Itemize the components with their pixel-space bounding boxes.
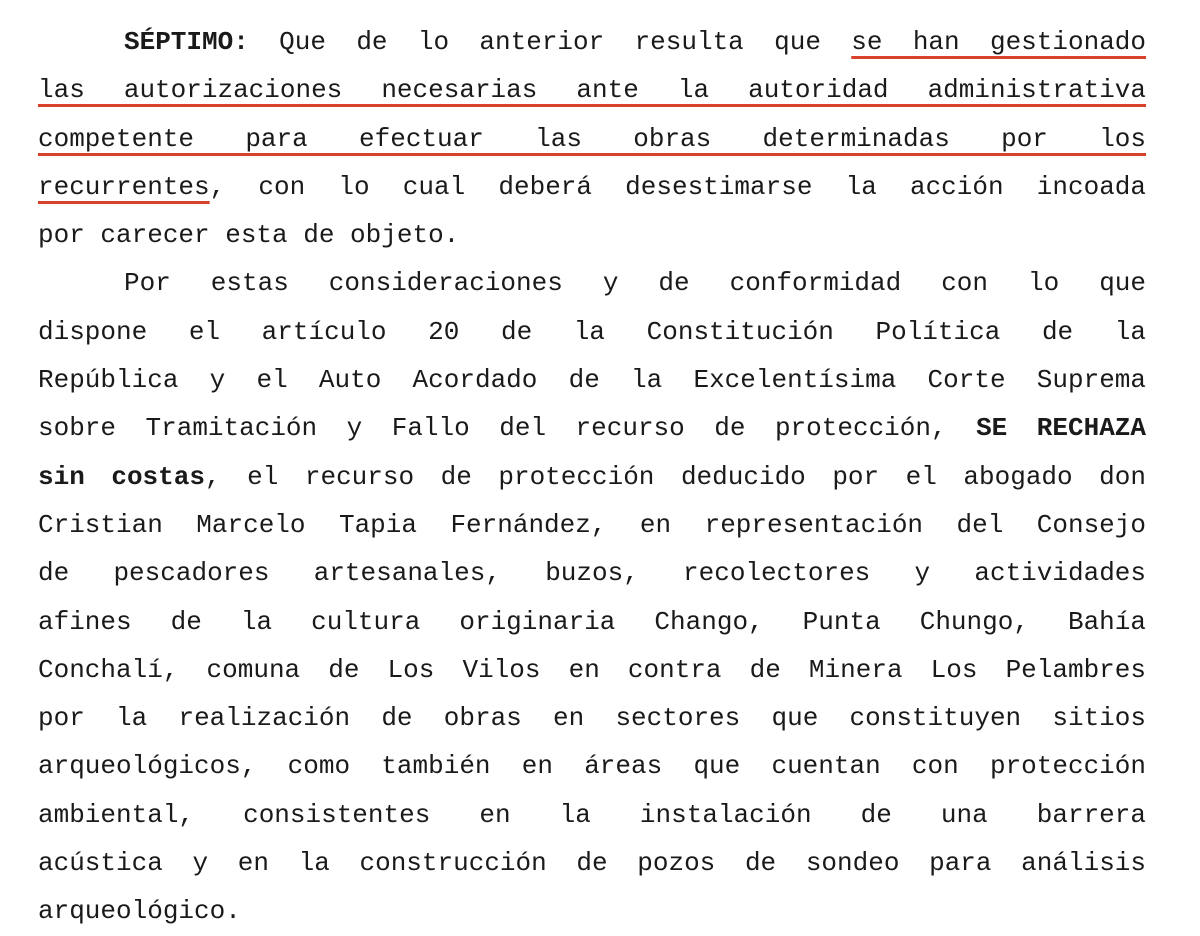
paragraph-septimo <box>38 18 1146 259</box>
text-line: arqueológico. <box>38 896 241 927</box>
text-line <box>38 453 1146 501</box>
paragraph-resolution <box>38 259 1146 935</box>
text-line <box>38 163 1146 211</box>
text-line: Por estas consideraciones y de conformidad con lo que <box>124 268 1146 299</box>
text-line <box>38 404 1146 452</box>
bold-text: SE RECHAZA <box>976 413 1146 444</box>
text-span: Que de lo anterior resulta que <box>248 27 852 57</box>
text-line <box>38 115 1146 163</box>
text-line: ambiental, consistentes en la instalación de una barrera <box>38 799 1146 830</box>
text-line <box>38 211 1146 259</box>
text-span: sobre Tramitación y Fallo del recurso de protección, <box>38 413 977 444</box>
text-line: dispone el artículo 20 de la Constitución Política de la <box>38 316 1146 347</box>
text-line: arqueológicos, como también en áreas que cuentan con protección <box>38 751 1146 782</box>
underlined-text: se han gestionado <box>851 27 1147 57</box>
text-line <box>38 66 1146 114</box>
text-line: Cristian Marcelo Tapia Fernández, en representación del Consejo <box>38 509 1146 540</box>
text-line: República y el Auto Acordado de la Excelentísima Corte Suprema <box>38 365 1146 396</box>
text-line: de pescadores artesanales, buzos, recolectores y actividades <box>38 558 1146 589</box>
text-span: por carecer esta de objeto. <box>38 220 460 251</box>
underlined-text: competente para efectuar las obras determinadas por los <box>38 123 1146 154</box>
underlined-text: las autorizaciones necesarias ante la autoridad administrativa <box>38 75 1146 106</box>
section-heading: SÉPTIMO: <box>124 27 249 57</box>
underlined-text: recurrentes <box>38 171 210 202</box>
text-line <box>38 18 1146 66</box>
text-span: , con lo cual deberá desestimarse la acción incoada <box>209 171 1146 202</box>
bold-text: sin costas <box>38 461 205 492</box>
text-line: acústica y en la construcción de pozos de sondeo para análisis <box>38 848 1146 879</box>
text-span: , el recurso de protección deducido por el abogado don <box>204 461 1146 492</box>
text-line: afines de la cultura originaria Chango, Punta Chungo, Bahía <box>38 606 1146 637</box>
text-line: Conchalí, comuna de Los Vilos en contra de Minera Los Pelambres <box>38 654 1146 685</box>
text-line: por la realización de obras en sectores que constituyen sitios <box>38 703 1146 734</box>
